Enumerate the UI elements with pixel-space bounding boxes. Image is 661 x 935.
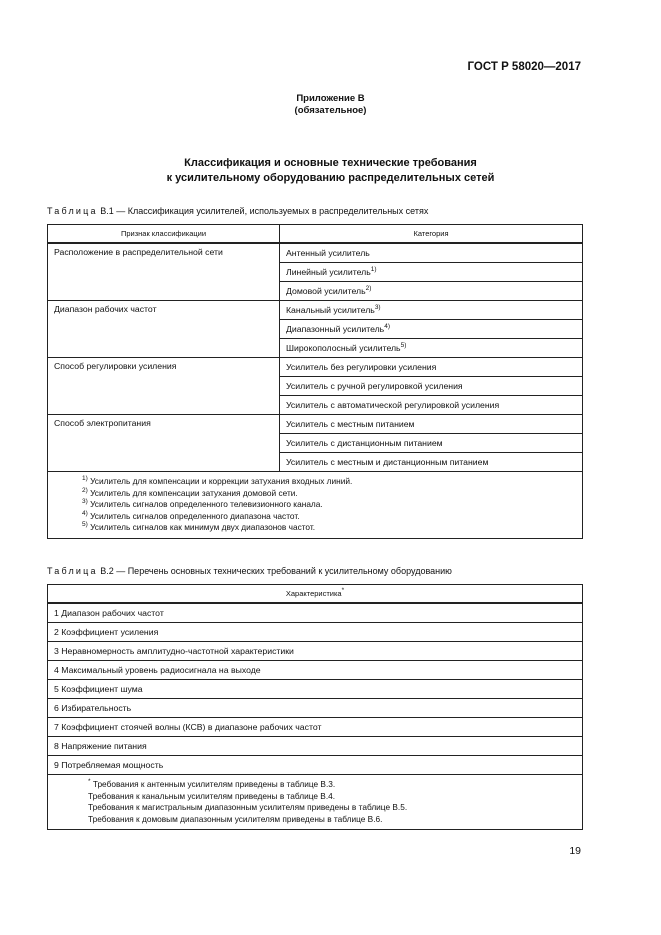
- table-row: [48, 680, 583, 699]
- annex-title: Приложение В: [296, 93, 365, 104]
- category-cell: Усилитель с дистанционным питанием: [280, 434, 583, 453]
- table-row: [48, 661, 583, 680]
- footnote: Требования к домовым диапазонным усилителям приведены в таблице В.6.: [88, 813, 383, 824]
- column-header-characteristic: Характеристика*: [48, 585, 583, 604]
- table-footnotes-row: [48, 472, 583, 539]
- category-cell: Канальный усилитель$^{3)}$: [280, 301, 583, 320]
- column-header-category: Категория: [280, 225, 583, 244]
- requirement-cell: 4 Максимальный уровень радиосигнала на выходе: [48, 661, 583, 680]
- table1-footnotes: [48, 472, 583, 539]
- table-row: [48, 623, 583, 642]
- requirement-cell: 7 Коэффициент стоячей волны (КСВ) в диапазоне рабочих частот: [48, 718, 583, 737]
- category-cell: Антенный усилитель: [280, 243, 583, 263]
- annex-status: (обязательное): [294, 105, 367, 116]
- footnote: Требования к канальным усилителям приведены в таблице В.4.: [88, 790, 336, 801]
- category-cell: Усилитель с местным питанием: [280, 415, 583, 434]
- footnote: Требования к магистральным диапазонным усилителям приведены в таблице В.5.: [88, 802, 408, 812]
- requirement-cell: 3 Неравномерность амплитудно-частотной характеристики: [48, 642, 583, 661]
- footnote: $^{3)}$ Усилитель сигналов определенного телевизионного канала.: [82, 498, 323, 509]
- table-row: [48, 718, 583, 737]
- table-row: [48, 756, 583, 775]
- table-row: [48, 737, 583, 756]
- footnote: $^{2)}$ Усилитель для компенсации затухания домовой сети.: [82, 486, 298, 498]
- footnote: $^{5)}$ Усилитель сигналов как минимум двух диапазонов частот.: [82, 521, 316, 532]
- section-heading-line1: Классификация и основные технические требования: [184, 157, 477, 169]
- table-row: [48, 699, 583, 718]
- table1-caption: [47, 206, 428, 216]
- requirement-cell: 8 Напряжение питания: [48, 737, 583, 756]
- requirement-cell: 9 Потребляемая мощность: [48, 756, 583, 775]
- table-row: [48, 358, 583, 377]
- category-cell: Усилитель с автоматической регулировкой усиления: [280, 396, 583, 415]
- feature-cell: Расположение в распределительной сети: [48, 243, 280, 301]
- table-row: [48, 243, 583, 263]
- table2-caption-prefix: Таблица: [47, 566, 98, 576]
- table1-caption-text: В.1 — Классификация усилителей, используемых в распределительных сетях: [97, 206, 429, 216]
- table-row: [48, 642, 583, 661]
- feature-cell: Способ электропитания: [48, 415, 280, 472]
- category-cell: Линейный усилитель$^{1)}$: [280, 263, 583, 282]
- table-row: [48, 301, 583, 320]
- feature-cell: Диапазон рабочих частот: [48, 301, 280, 358]
- standard-designation: ГОСТ Р 58020—2017: [467, 61, 581, 73]
- category-cell: Домовой усилитель$^{2)}$: [280, 282, 583, 301]
- table-footnotes-row: [48, 775, 583, 830]
- category-cell: Диапазонный усилитель$^{4)}$: [280, 320, 583, 339]
- category-cell: Усилитель с ручной регулировкой усиления: [280, 377, 583, 396]
- requirement-cell: 2 Коэффициент усиления: [48, 623, 583, 642]
- table2-footnotes: [48, 775, 583, 830]
- classification-table: [47, 224, 583, 539]
- category-cell: Усилитель с местным и дистанционным питанием: [280, 453, 583, 472]
- table2-caption-text: В.2 — Перечень основных технических требований к усилительному оборудованию: [97, 566, 452, 576]
- table-header-row: [48, 585, 583, 604]
- section-heading-line2: к усилительному оборудованию распределительных сетей: [166, 172, 495, 184]
- requirements-table: [47, 584, 583, 830]
- column-header-feature: Признак классификации: [48, 225, 280, 244]
- footnote: $^{1)}$ Усилитель для компенсации и коррекции затухания входных линий.: [82, 475, 353, 486]
- footnote: $^{4)}$ Усилитель сигналов определенного диапазона частот.: [82, 509, 300, 521]
- table-row: [48, 415, 583, 434]
- table1-caption-prefix: Таблица: [47, 206, 98, 216]
- requirement-cell: 1 Диапазон рабочих частот: [48, 603, 583, 623]
- requirement-cell: 6 Избирательность: [48, 699, 583, 718]
- footnote: * Требования к антенным усилителям приведены в таблице В.3.: [88, 778, 336, 789]
- category-cell: Широкополосный усилитель$^{5)}$: [280, 339, 583, 358]
- category-cell: Усилитель без регулировки усиления: [280, 358, 583, 377]
- table-row: [48, 603, 583, 623]
- table-header-row: [48, 225, 583, 244]
- requirement-cell: 5 Коэффициент шума: [48, 680, 583, 699]
- table2-caption: [47, 566, 452, 576]
- page-number: 19: [569, 845, 581, 857]
- feature-cell: Способ регулировки усиления: [48, 358, 280, 415]
